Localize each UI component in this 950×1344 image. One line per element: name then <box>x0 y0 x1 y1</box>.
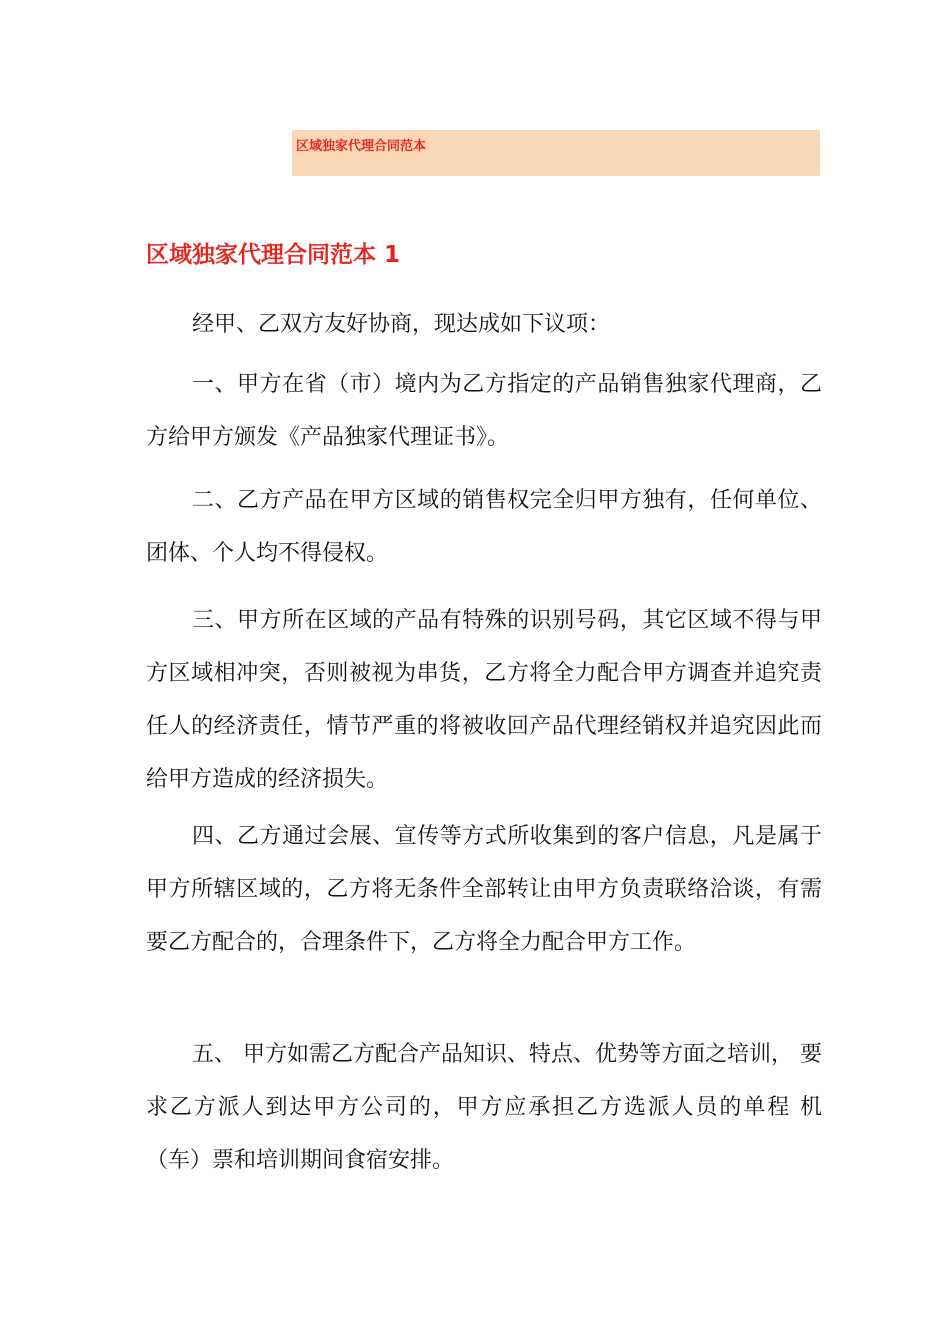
paragraph-clause-4: 四、乙方通过会展、宣传等方式所收集到的客户信息，凡是属于甲方所辖区域的，乙方将无条件全部转让由甲方负责联络洽谈，有需要乙方配合的，合理条件下，乙方将全力配合甲方工作。 <box>146 824 822 955</box>
header-title: 区域独家代理合同范本 <box>296 139 427 154</box>
paragraph-clause-1: 一、甲方在省（市）境内为乙方指定的产品销售独家代理商，乙方给甲方颁发《产品独家代理证书》。 <box>146 372 822 450</box>
header-banner <box>292 130 820 176</box>
document-title: 区域独家代理合同范本 1 <box>146 242 401 268</box>
paragraph-clause-3: 三、甲方所在区域的产品有特殊的识别号码，其它区域不得与甲方区域相冲突，否则被视为串货，乙方将全力配合甲方调查并追究责任人的经济责任，情节严重的将被收回产品代理经销权并追究因此而给甲方造成的经济损失。 <box>146 608 822 792</box>
paragraph-clause-5: 五、 甲方如需乙方配合产品知识、特点、优势等方面之培训， 要求乙方派人到达甲方公司的，甲方应承担乙方选派人员的单程 机（车）票和培训期间食宿安排。 <box>146 1042 822 1173</box>
paragraph-clause-2: 二、乙方产品在甲方区域的销售权完全归甲方独有，任何单位、团体、个人均不得侵权。 <box>146 488 822 566</box>
paragraph-intro: 经甲、乙双方友好协商，现达成如下议项： <box>192 312 611 337</box>
